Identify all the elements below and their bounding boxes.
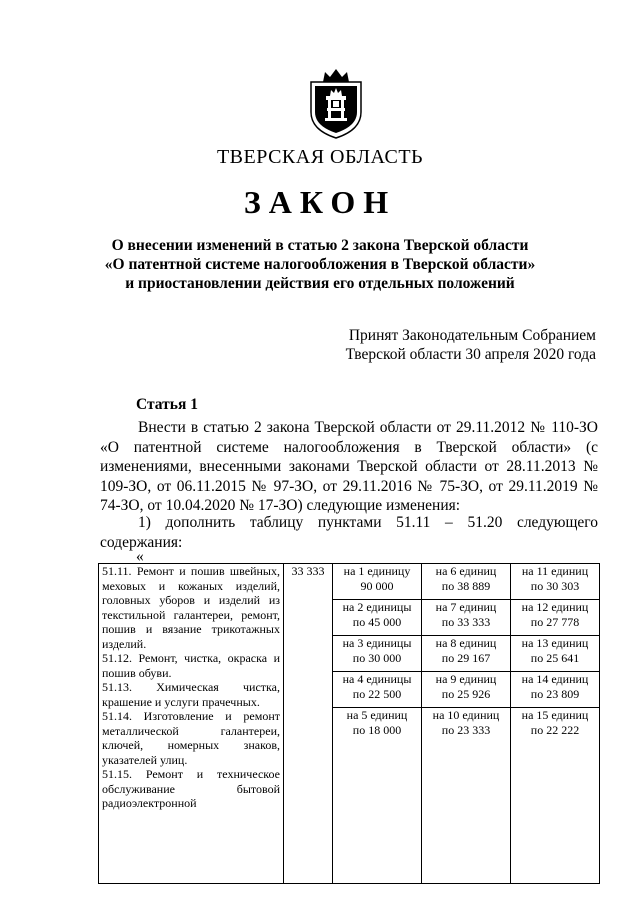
unit-value: по 23 333 [441, 722, 491, 737]
unit-value: по 30 303 [530, 578, 580, 593]
unit-cell [422, 600, 511, 636]
unit-label: на 4 единицы [342, 672, 412, 686]
unit-value: по 22 222 [530, 722, 580, 737]
unit-value: по 25 926 [441, 686, 491, 701]
unit-cell [333, 672, 422, 708]
amendment-table [98, 563, 600, 884]
unit-value: по 30 000 [352, 650, 402, 665]
unit-cell [333, 564, 422, 600]
document-type-title: ЗАКОН [243, 184, 397, 220]
unit-value: 90 000 [360, 578, 394, 593]
adoption-line: Тверской области 30 апреля 2020 года [345, 346, 596, 363]
activity-item: 51.12. Ремонт, чистка, окраска и пошив обуви. [102, 651, 280, 680]
unit-cell [333, 708, 422, 884]
activity-item: 51.11. Ремонт и пошив швейных, меховых и кожаных изделий, головных уборов и изделий из текстильной галантереи, ремонт, пошив и вязание трикотажных изделий. [102, 564, 280, 651]
activity-description-cell [99, 564, 284, 884]
unit-label: на 10 единиц [432, 708, 500, 722]
adoption-line: Принят Законодательным Собранием [348, 327, 596, 344]
unit-label: на 1 единицу [343, 564, 411, 578]
unit-value: по 38 889 [441, 578, 491, 593]
activity-item: 51.13. Химическая чистка, крашение и услуги прачечных. [102, 680, 280, 709]
unit-cell [511, 564, 600, 600]
activity-item: 51.15. Ремонт и техническое обслуживание бытовой радиоэлектронной [102, 767, 280, 810]
unit-value: по 25 641 [530, 650, 580, 665]
article-paragraph: 1) дополнить таблицу пунктами 51.11 – 51.20 следующего содержания: [100, 514, 598, 551]
unit-cell [422, 672, 511, 708]
article-paragraph: Внести в статью 2 закона Тверской области от 29.11.2012 № 110-ЗО «О патентной системе налогообложения в Тверской области» (с изменениями, внесенными законами Тверской области от 28.11.2013 № 109-ЗО, от 06.11.2015 № 97-ЗО, от 29.11.2016 № 75-ЗО, от 29.11.2019 № 74-ЗО, от 10.04.2020 № 17-ЗО) следующие изменения: [100, 419, 598, 514]
subtitle-line: и приостановлении действия его отдельных положений [125, 275, 515, 292]
unit-label: на 11 единиц [521, 564, 589, 578]
unit-value: по 33 333 [441, 614, 491, 629]
tver-coat-of-arms-icon [303, 68, 369, 140]
activity-item: 51.14. Изготовление и ремонт металлической галантереи, ключей, номерных знаков, указателей улиц. [102, 709, 280, 767]
article-title: Статья 1 [136, 396, 198, 413]
income-amount-cell: 33 333 [284, 564, 333, 884]
law-subtitle [0, 236, 640, 293]
unit-cell [511, 636, 600, 672]
unit-cell [422, 708, 511, 884]
unit-label: на 3 единицы [342, 636, 412, 650]
unit-value: по 22 500 [352, 686, 402, 701]
region-name: ТВЕРСКАЯ ОБЛАСТЬ [216, 146, 424, 168]
unit-label: на 12 единиц [521, 600, 589, 614]
unit-cell [422, 564, 511, 600]
unit-label: на 6 единиц [435, 564, 497, 578]
unit-label: на 15 единиц [521, 708, 589, 722]
unit-cell [511, 600, 600, 636]
subtitle-line: «О патентной системе налогообложения в Тверской области» [104, 256, 536, 273]
unit-label: на 8 единиц [435, 636, 497, 650]
adoption-note [346, 326, 596, 364]
unit-label: на 13 единиц [521, 636, 589, 650]
unit-value: по 27 778 [530, 614, 580, 629]
unit-cell [333, 636, 422, 672]
unit-cell [511, 708, 600, 884]
unit-cell [422, 636, 511, 672]
unit-label: на 9 единиц [435, 672, 497, 686]
unit-cell [333, 600, 422, 636]
unit-value: по 29 167 [441, 650, 491, 665]
unit-value: по 23 809 [530, 686, 580, 701]
unit-value: по 45 000 [352, 614, 402, 629]
unit-label: на 7 единиц [435, 600, 497, 614]
unit-label: на 5 единиц [346, 708, 408, 722]
unit-value: по 18 000 [352, 722, 402, 737]
unit-label: на 14 единиц [521, 672, 589, 686]
opening-quote: « [136, 548, 144, 565]
unit-label: на 2 единицы [342, 600, 412, 614]
unit-cell [511, 672, 600, 708]
table-row [99, 564, 600, 600]
subtitle-line: О внесении изменений в статью 2 закона Тверской области [111, 237, 529, 254]
